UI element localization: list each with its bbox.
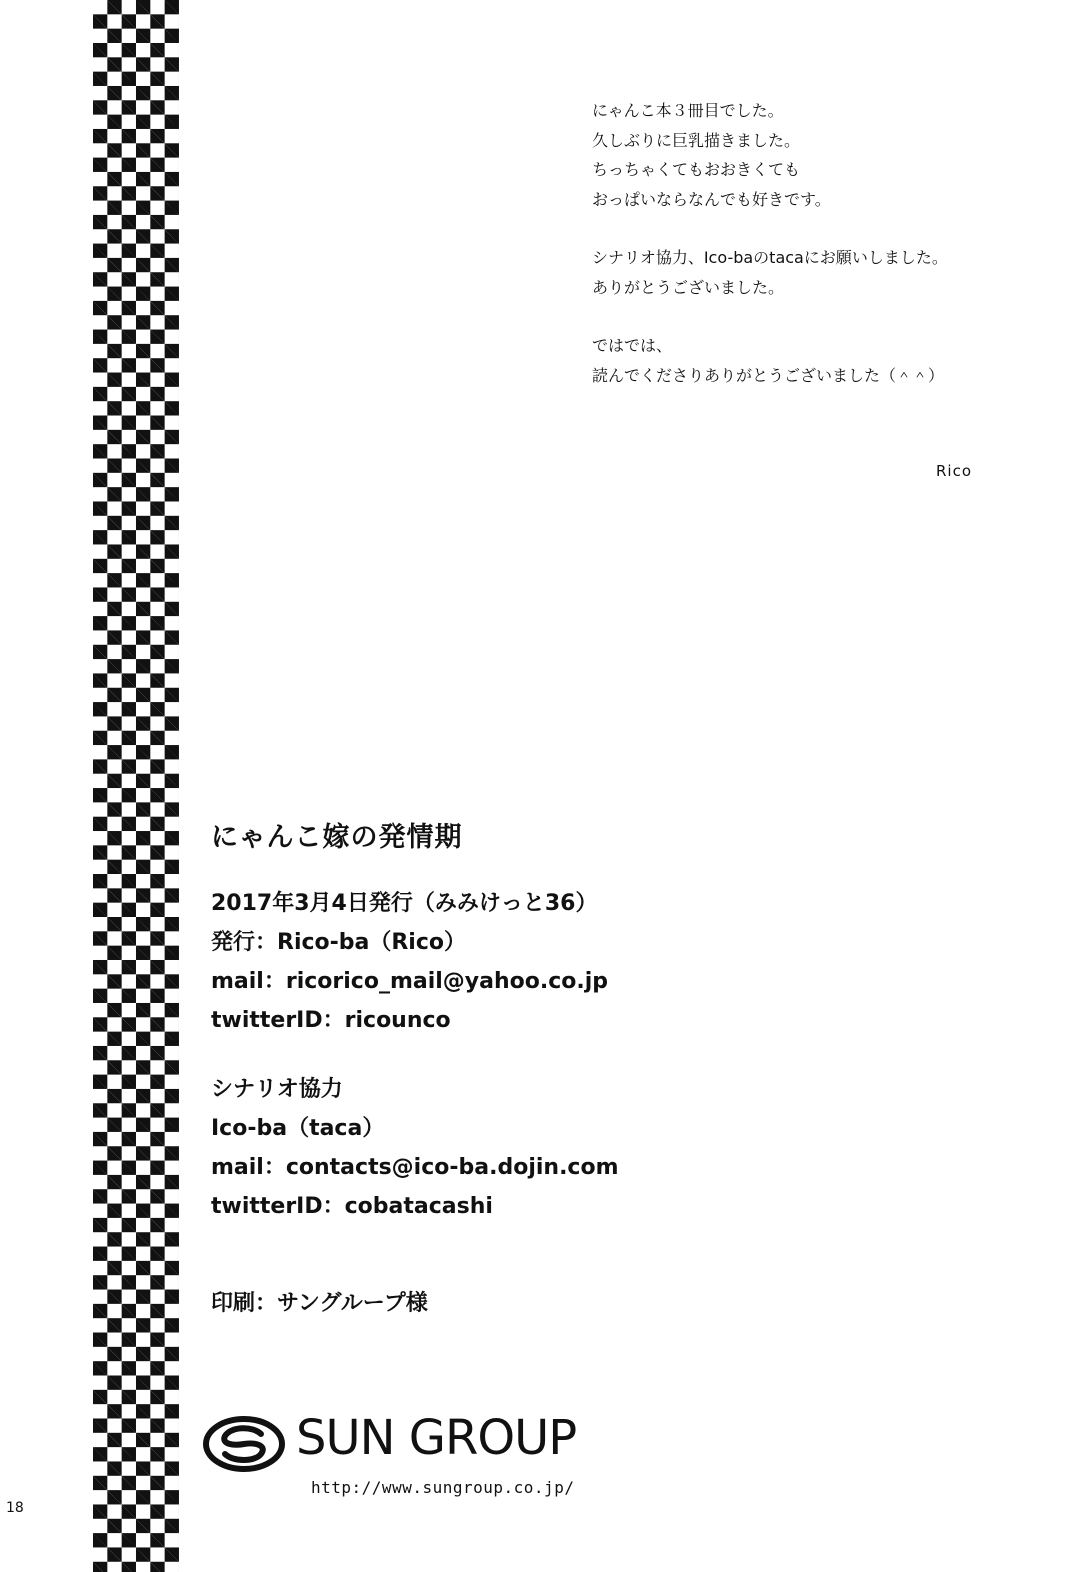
publisher-twitter: twitterID：ricounco — [211, 1008, 451, 1033]
afterword-line-4: おっぱいならなんでも好きです。 — [592, 189, 831, 209]
author-signature: Rico — [936, 462, 973, 480]
scenario-heading: シナリオ協力 — [211, 1077, 343, 1102]
afterword-line-7: ではでは、 — [592, 336, 673, 355]
scenario-mail: mail：contacts@ico-ba.dojin.com — [211, 1155, 619, 1180]
sun-group-wordmark: SUN GROUP — [296, 1410, 577, 1466]
sun-group-url: http://www.sungroup.co.jp/ — [311, 1478, 575, 1497]
printer-credit: 印刷：サングループ様 — [211, 1291, 428, 1316]
afterword-line-3: ちっちゃくてもおおきくても — [592, 160, 801, 179]
book-title: にゃんこ嫁の発情期 — [211, 822, 463, 853]
checkerboard-border — [93, 0, 179, 1572]
sun-group-logo — [203, 1408, 643, 1504]
afterword-text — [592, 96, 1012, 390]
afterword-line-1: にゃんこ本３冊目でした。 — [592, 101, 784, 120]
page-number: 18 — [6, 1500, 24, 1516]
colophon — [211, 815, 731, 1323]
publisher-mail: mail：ricorico_mail@yahoo.co.jp — [211, 969, 609, 994]
afterword-line-5: シナリオ協力、Ico-baのtacaにお願いしました。 — [592, 248, 948, 267]
sun-group-logo-icon — [203, 1416, 285, 1472]
scenario-twitter: twitterID：cobatacashi — [211, 1194, 493, 1219]
release-info: 2017年3月4日発行（みみけっと36） — [211, 891, 598, 916]
afterword-line-2: 久しぶりに巨乳描きました。 — [592, 130, 801, 150]
afterword-line-6: ありがとうございました。 — [592, 277, 785, 297]
afterword-line-8: 読んでくださりありがとうございました（＾＾） — [592, 365, 945, 385]
scenario-name: Ico-ba（taca） — [211, 1116, 385, 1141]
publisher: 発行：Rico-ba（Rico） — [211, 930, 466, 955]
